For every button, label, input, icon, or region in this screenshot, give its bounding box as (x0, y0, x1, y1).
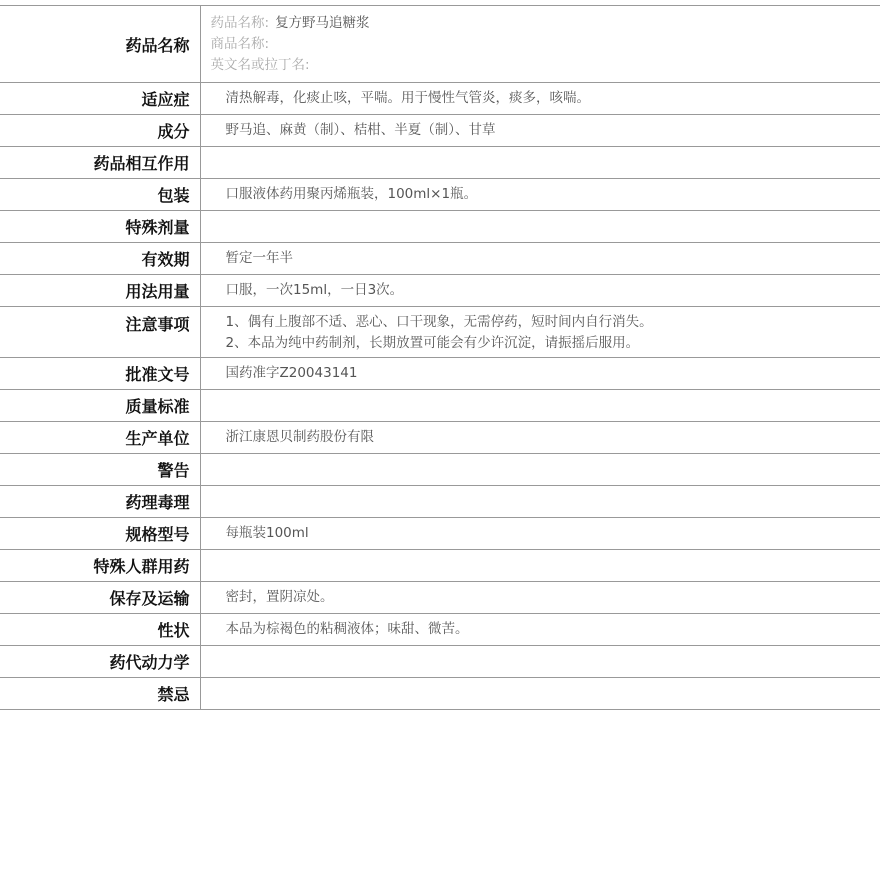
warning-value (200, 454, 880, 486)
packaging-value: 口服液体药用聚丙烯瓶装，100ml×1瓶。 (225, 186, 478, 202)
latin-name-line (211, 55, 880, 76)
drug-name-label: 药品名称 (0, 6, 200, 83)
pharmacokinetics-label: 药代动力学 (0, 646, 200, 678)
precautions-value (200, 307, 880, 358)
storage-label: 保存及运输 (0, 582, 200, 614)
warning-label: 警告 (0, 454, 200, 486)
row-interactions (0, 147, 880, 179)
contraindications-label: 禁忌 (0, 678, 200, 710)
shelf-life-label: 有效期 (0, 243, 200, 275)
appearance-value: 本品为棕褐色的粘稠液体；味甜、微苦。 (225, 621, 469, 637)
contraindications-value (200, 678, 880, 710)
row-approval-number (0, 358, 880, 390)
manufacturer-label: 生产单位 (0, 422, 200, 454)
packaging-label: 包装 (0, 179, 200, 211)
special-dosage-label: 特殊剂量 (0, 211, 200, 243)
row-storage (0, 582, 880, 614)
row-indications (0, 83, 880, 115)
specification-value: 每瓶装100ml (225, 525, 309, 541)
row-pharmacokinetics (0, 646, 880, 678)
special-population-label: 特殊人群用药 (0, 550, 200, 582)
row-contraindications (0, 678, 880, 710)
row-special-dosage (0, 211, 880, 243)
row-special-population (0, 550, 880, 582)
specification-label: 规格型号 (0, 518, 200, 550)
row-ingredients (0, 115, 880, 147)
row-quality-standard (0, 390, 880, 422)
drug-name-value (200, 6, 880, 83)
special-population-value (200, 550, 880, 582)
row-specification (0, 518, 880, 550)
drug-name-row (0, 6, 880, 83)
row-appearance (0, 614, 880, 646)
shelf-life-value: 暂定一年半 (225, 250, 293, 266)
row-manufacturer (0, 422, 880, 454)
usage-label: 用法用量 (0, 275, 200, 307)
row-warning (0, 454, 880, 486)
row-toxicology (0, 486, 880, 518)
appearance-label: 性状 (0, 614, 200, 646)
precaution-line-2: 2、本品为纯中药制剂，长期放置可能会有少许沉淀，请振摇后服用。 (225, 335, 640, 351)
pharmacokinetics-value (200, 646, 880, 678)
storage-value: 密封，置阴凉处。 (225, 589, 334, 605)
drug-spec-table (0, 5, 880, 710)
indications-value: 清热解毒，化痰止咳，平喘。用于慢性气管炎，痰多，咳喘。 (225, 90, 590, 106)
toxicology-label: 药理毒理 (0, 486, 200, 518)
indications-label: 适应症 (0, 83, 200, 115)
precautions-label: 注意事项 (0, 307, 200, 358)
trade-name-key: 商品名称: (210, 35, 270, 52)
manufacturer-value: 浙江康恩贝制药股份有限 (225, 429, 374, 445)
special-dosage-value (200, 211, 880, 243)
quality-standard-label: 质量标准 (0, 390, 200, 422)
ingredients-label: 成分 (0, 115, 200, 147)
interactions-value (200, 147, 880, 179)
precaution-line-1: 1、偶有上腹部不适、恶心、口干现象，无需停药，短时间内自行消失。 (225, 314, 653, 330)
ingredients-value: 野马追、麻黄（制）、桔柑、半夏（制）、甘草 (225, 122, 496, 138)
approval-number-value: 国药准字Z20043141 (225, 365, 358, 381)
approval-number-label: 批准文号 (0, 358, 200, 390)
generic-name-value: 复方野马追糖浆 (275, 14, 370, 31)
row-packaging (0, 179, 880, 211)
row-precautions (0, 307, 880, 358)
generic-name-line (211, 13, 880, 34)
trade-name-line (211, 34, 880, 55)
generic-name-key: 药品名称: (210, 14, 270, 31)
latin-name-key: 英文名或拉丁名: (210, 56, 310, 73)
interactions-label: 药品相互作用 (0, 147, 200, 179)
quality-standard-value (200, 390, 880, 422)
row-usage (0, 275, 880, 307)
row-shelf-life (0, 243, 880, 275)
usage-value: 口服，一次15ml，一日3次。 (225, 282, 404, 298)
toxicology-value (200, 486, 880, 518)
